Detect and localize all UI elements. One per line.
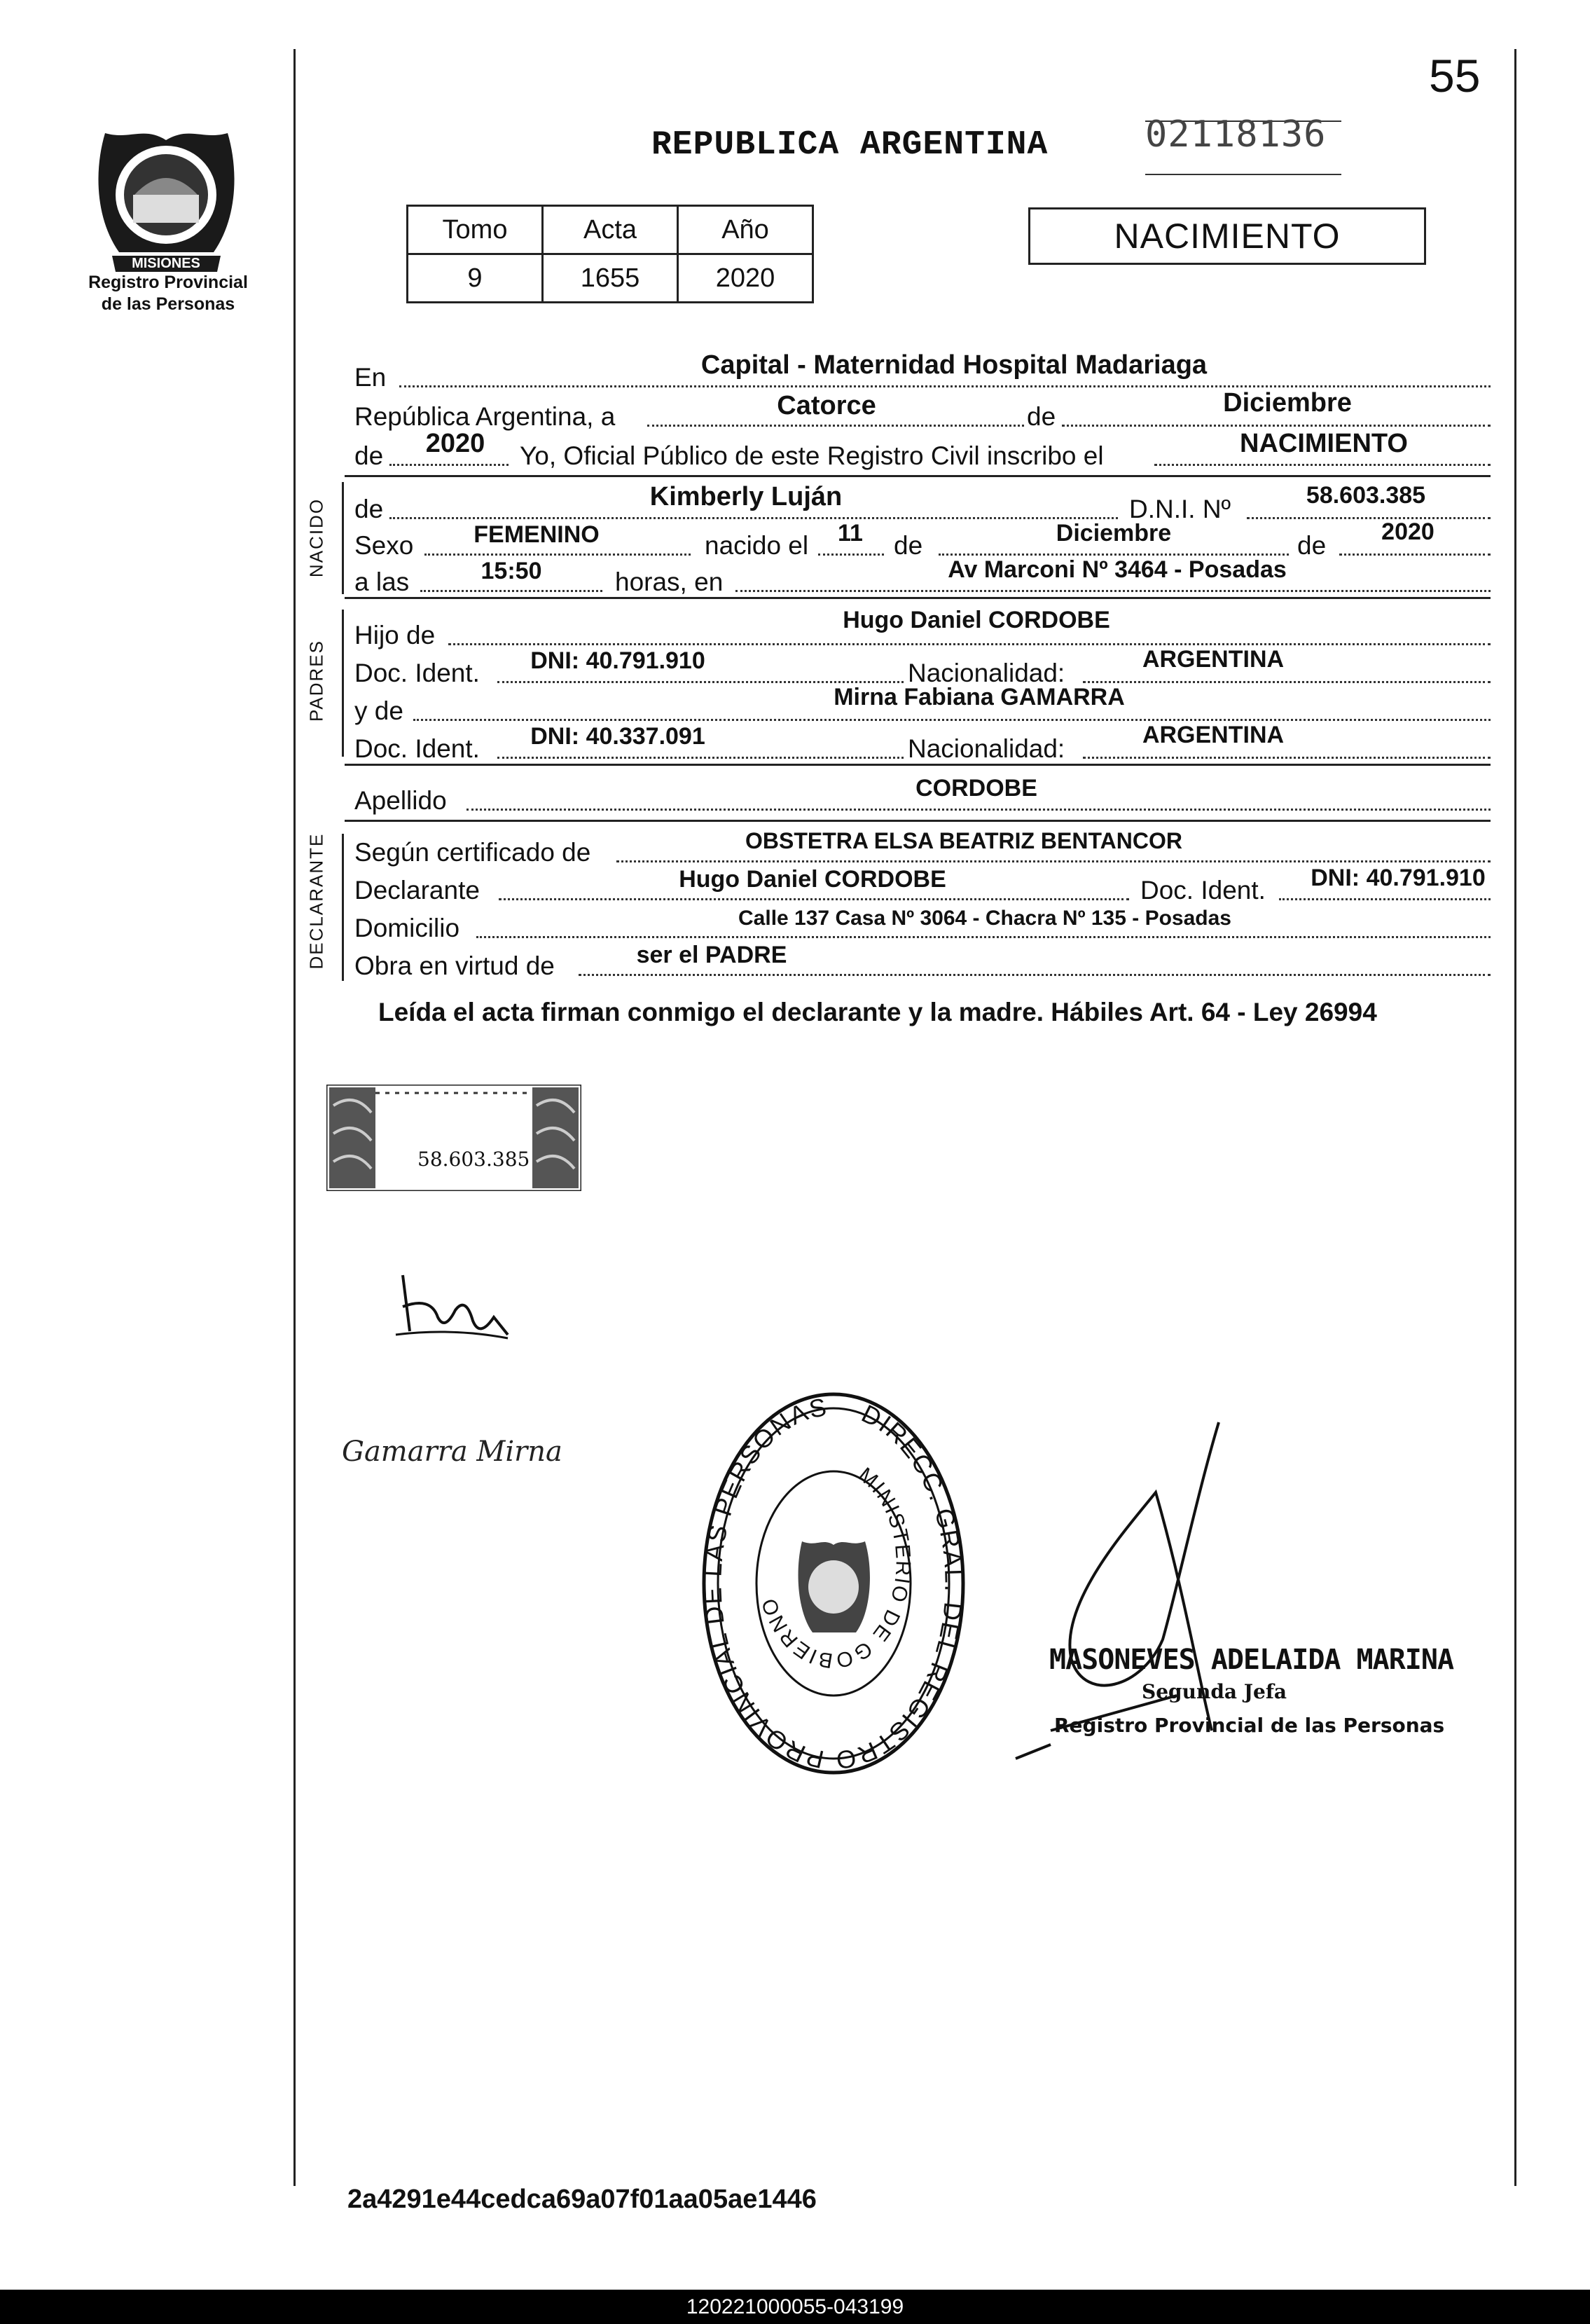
birth-year-value: 2020 <box>1381 518 1435 545</box>
father-name-value: Hugo Daniel CORDOBE <box>843 607 1110 633</box>
hora-value: 15:50 <box>481 558 542 584</box>
dotted-line <box>1154 464 1491 466</box>
doc-label: Doc. Ident. <box>354 659 480 687</box>
official-seal-stamp <box>693 1387 974 1780</box>
de-label: de <box>1297 531 1327 560</box>
dni-label: D.N.I. Nº <box>1129 495 1231 523</box>
dotted-line <box>1247 517 1491 519</box>
dotted-line <box>1083 681 1491 683</box>
dotted-line <box>389 464 509 466</box>
section-rule <box>345 764 1491 766</box>
mother-doc-value: DNI: 40.337.091 <box>530 723 705 750</box>
act-value: NACIMIENTO <box>1240 429 1408 458</box>
certificado-value: OBSTETRA ELSA BEATRIZ BENTANCOR <box>745 828 1182 853</box>
dotted-line <box>424 554 691 556</box>
registry-caption: Registro Provincial de las Personas <box>88 273 248 314</box>
dotted-line <box>420 590 602 592</box>
provincial-emblem-icon <box>91 112 242 273</box>
dotted-line <box>1083 757 1491 759</box>
dotted-line <box>579 974 1491 976</box>
dotted-line <box>466 809 1491 811</box>
section-rule <box>345 820 1491 822</box>
birth-place-value: Av Marconi Nº 3464 - Posadas <box>948 556 1287 583</box>
en-label: En <box>354 363 387 392</box>
dotted-line <box>399 385 1491 387</box>
dotted-line <box>735 590 1491 592</box>
dom-label: Domicilio <box>354 914 460 942</box>
register-header-acta: Acta <box>543 206 678 254</box>
dotted-line <box>476 936 1491 938</box>
dotted-line <box>389 517 1118 519</box>
section-bracket <box>342 482 344 594</box>
dotted-line <box>1279 898 1491 900</box>
register-header-anio: Año <box>678 206 813 254</box>
serial-bottom-line <box>1145 174 1341 175</box>
obra-value: ser el PADRE <box>636 942 787 968</box>
year-prefix-label: de <box>354 441 384 470</box>
sexo-value: FEMENINO <box>473 521 600 548</box>
year-value: 2020 <box>425 429 485 458</box>
horas-label: horas, en <box>615 568 724 596</box>
official-title: Segunda Jefa <box>1142 1680 1287 1703</box>
apellido-label: Apellido <box>354 786 447 815</box>
nacido-label: nacido el <box>705 531 809 560</box>
hijo-label: Hijo de <box>354 621 436 649</box>
dotted-line <box>413 719 1491 721</box>
svg-text:MISIONES: MISIONES <box>132 256 200 271</box>
declarante-section-label: DECLARANTE <box>305 832 327 970</box>
footer-id-bar <box>0 2290 1590 2324</box>
padres-section-label: PADRES <box>305 640 327 722</box>
domicilio-value: Calle 137 Casa Nº 3064 - Chacra Nº 135 - Posadas <box>738 907 1231 930</box>
register-value-row <box>408 254 813 303</box>
seal-outer-text: DIRECC. GRAL. DEL REGISTRO PROVINCIAL DE LAS PERSONAS <box>698 1391 969 1775</box>
inscribe-text: Yo, Oficial Público de este Registro Civil inscribo el <box>520 441 1104 470</box>
legal-note: Leída el acta firman conmigo el declarante y la madre. Hábiles Art. 64 - Ley 26994 <box>378 998 1377 1026</box>
place-value: Capital - Maternidad Hospital Madariaga <box>700 350 1208 380</box>
dotted-line <box>647 425 1024 427</box>
birth-day-value: 11 <box>838 520 863 546</box>
dotted-line <box>1062 425 1491 427</box>
nac-label: Nacionalidad: <box>908 659 1065 687</box>
father-signature <box>389 1268 515 1345</box>
month-value: Diciembre <box>1223 388 1352 418</box>
footer-id: 120221000055-043199 <box>686 2295 904 2318</box>
nacido-section-label: NACIDO <box>305 497 327 578</box>
right-margin-rule <box>1514 49 1516 2186</box>
sexo-label: Sexo <box>354 531 414 560</box>
child-name-value: Kimberly Luján <box>649 482 843 511</box>
mother-handwriting-text: Gamarra Mirna <box>342 1436 562 1468</box>
declarante-doc-value: DNI: 40.791.910 <box>1311 865 1486 891</box>
declarante-name-value: Hugo Daniel CORDOBE <box>679 866 946 893</box>
dotted-line <box>497 757 904 759</box>
day-words-value: Catorce <box>777 391 876 420</box>
mother-name-value: Mirna Fabiana GAMARRA <box>834 684 1125 710</box>
section-bracket <box>342 610 344 757</box>
register-value-acta: 1655 <box>543 254 678 303</box>
de-label: de <box>894 531 923 560</box>
document-hash: 2a4291e44cedca69a07f01aa05ae1446 <box>347 2185 817 2214</box>
father-doc-value: DNI: 40.791.910 <box>530 647 705 674</box>
decl-label: Declarante <box>354 876 480 905</box>
svg-text:PROVINCIA DE: PROVINCIA DE <box>131 124 201 135</box>
mother-handwriting <box>335 1422 601 1478</box>
left-margin-rule <box>293 49 296 2186</box>
id-stamp-image <box>326 1085 581 1191</box>
register-value-anio: 2020 <box>678 254 813 303</box>
de-label: de <box>1027 402 1056 431</box>
cert-label: Según certificado de <box>354 838 591 867</box>
doc-label: Doc. Ident. <box>354 734 480 763</box>
register-header-tomo: Tomo <box>408 206 543 254</box>
official-org: Registro Provincial de las Personas <box>1054 1714 1445 1737</box>
dotted-line <box>818 554 884 556</box>
nac-label: Nacionalidad: <box>908 734 1065 763</box>
doc-label: Doc. Ident. <box>1140 876 1266 905</box>
dotted-line <box>939 554 1289 556</box>
section-rule <box>345 475 1491 477</box>
section-bracket <box>342 834 344 981</box>
de-label: de <box>354 495 384 523</box>
document-type-box: NACIMIENTO <box>1028 207 1426 265</box>
father-nationality-value: ARGENTINA <box>1142 646 1285 673</box>
stamp-dni-number: 58.603.385 <box>417 1148 530 1171</box>
dotted-line <box>448 643 1491 645</box>
section-rule <box>345 597 1491 599</box>
dotted-line <box>497 681 904 683</box>
serial-number: 02118136 <box>1145 114 1327 156</box>
page-number: 55 <box>1429 50 1481 102</box>
dotted-line <box>1339 554 1491 556</box>
republic-label: República Argentina, a <box>354 402 616 431</box>
apellido-value: CORDOBE <box>915 775 1037 802</box>
dotted-line <box>499 898 1129 900</box>
obra-label: Obra en virtud de <box>354 951 555 980</box>
seal-inner-text: MINISTERIO DE GOBIERNO <box>756 1463 915 1672</box>
mother-nationality-value: ARGENTINA <box>1142 722 1285 748</box>
register-value-tomo: 9 <box>408 254 543 303</box>
country-title: REPUBLICA ARGENTINA <box>651 126 1049 164</box>
dotted-line <box>616 860 1491 862</box>
official-name: MASONEVES ADELAIDA MARINA <box>1049 1644 1454 1676</box>
hora-label: a las <box>354 568 410 596</box>
yde-label: y de <box>354 696 403 725</box>
register-table <box>406 205 814 303</box>
birth-month-value: Diciembre <box>1056 520 1172 546</box>
child-dni-value: 58.603.385 <box>1306 482 1426 509</box>
register-header-row <box>408 206 813 254</box>
